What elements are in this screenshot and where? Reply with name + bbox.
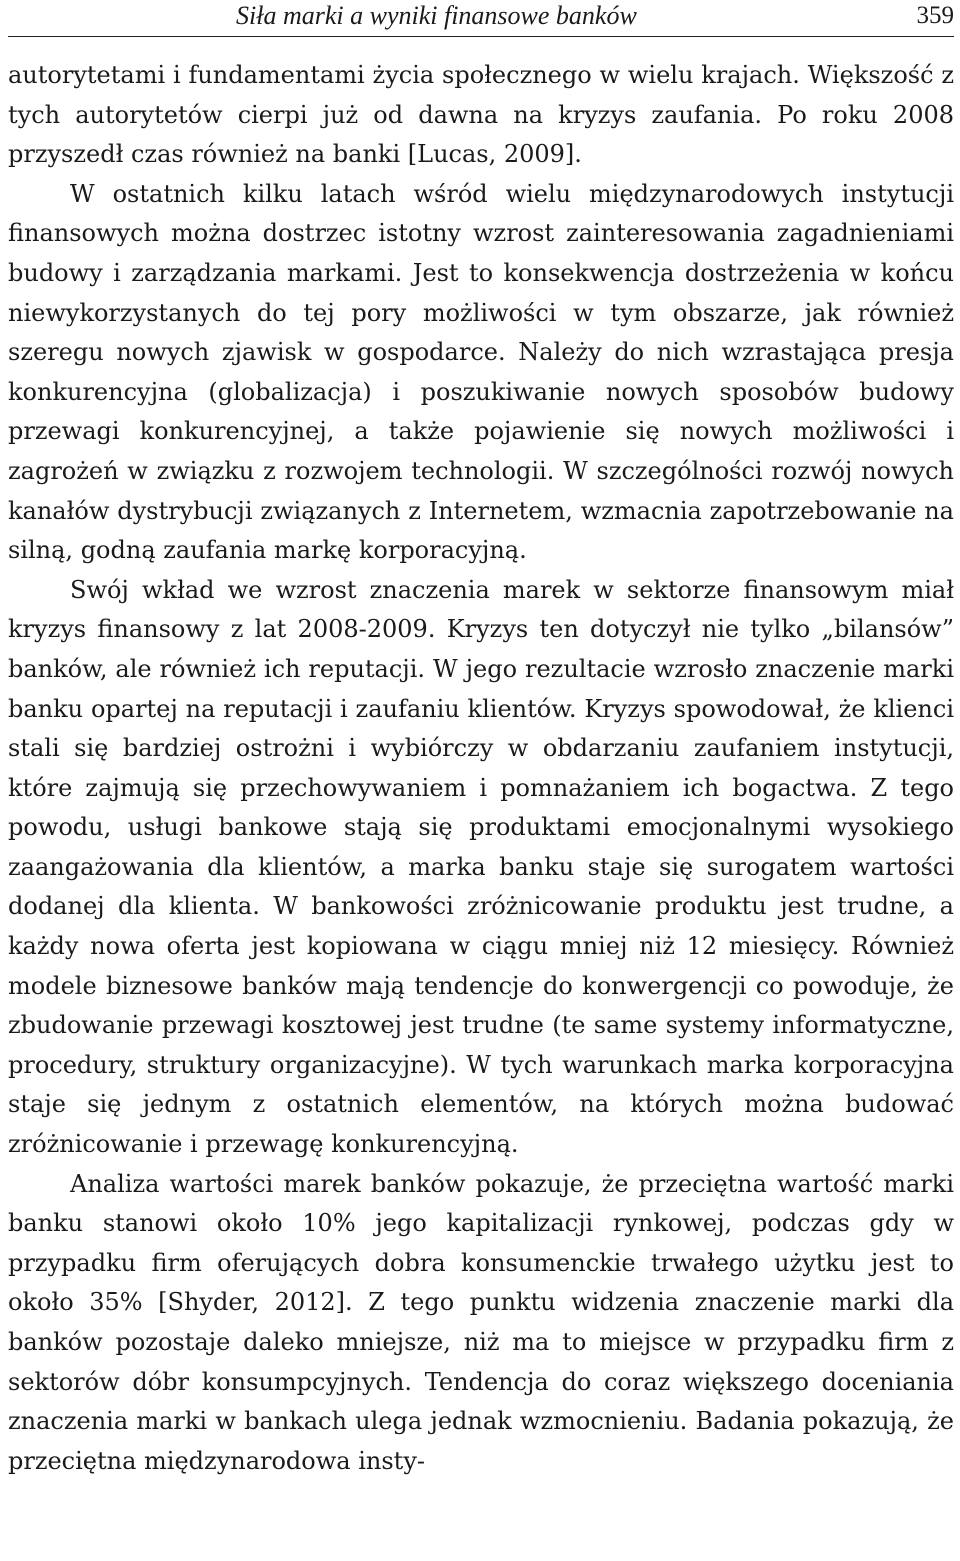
- paragraph: Swój wkład we wzrost znaczenia marek w sektorze finansowym miał kryzys finansowy z lat 2008-2009. Kryzys ten dotyczył nie tylko „bilansów” banków, ale również ich reputacji. W jego rezultacie wzrosło znaczenie marki banku opartej na reputacji i zaufaniu klientów. Kryzys spowodował, że klienci stali się bardziej ostrożni i wybiórczy w obdarzaniu zaufaniem instytucji, które zajmują się przechowywaniem i pomnażaniem ich bogactwa. Z tego powodu, usługi bankowe stają się produktami emocjonalnymi wysokiego zaangażowania dla klientów, a marka banku staje się surogatem wartości dodanej dla klienta. W bankowości zróżnicowanie produktu jest trudne, a każdy nowa oferta jest kopiowana w ciągu mniej niż 12 miesięcy. Również modele biznesowe banków mają tendencje do konwergencji co powoduje, że zbudowanie przewagi kosztowej jest trudne (te same systemy informatyczne, procedury, struktury organizacyjne). W tych warunkach marka korporacyjna staje się jednym z ostatnich elementów, na których można budować zróżnicowanie i przewagę konkurencyjną.: [8, 575, 954, 1159]
- paragraph: W ostatnich kilku latach wśród wielu międzynarodowych instytucji finansowych można dostrzec istotny wzrost zainteresowania zagadnieniami budowy i zarządzania markami. Jest to konsekwencja dostrzeżenia w końcu niewykorzystanych do tej pory możliwości w tym obszarze, jak również szeregu nowych zjawisk w gospodarce. Należy do nich wzrastająca presja konkurencyjna (globalizacja) i poszukiwanie nowych sposobów budowy przewagi konkurencyjnej, a także pojawienie się nowych możliwości i zagrożeń w związku z rozwojem technologii. W szczególności rozwój nowych kanałów dystrybucji związanych z Internetem, wzmacnia zapotrzebowanie na silną, godną zaufania markę korporacyjną.: [8, 179, 954, 565]
- paragraph-continued: autorytetami i fundamentami życia społecznego w wielu krajach. Większość z tych autorytetów cierpi już od dawna na kryzys zaufania. Po roku 2008 przyszedł czas również na banki [Lucas, 2009].: [8, 61, 954, 169]
- page-number: 359: [916, 2, 954, 29]
- paragraph: Analiza wartości marek banków pokazuje, że przeciętna wartość marki banku stanowi około 10% jego kapitalizacji rynkowej, podczas gdy w przypadku firm oferujących dobra konsumenckie trwałego użytku jest to około 35% [Shyder, 2012]. Z tego punktu widzenia znaczenie marki dla banków pozostaje daleko mniejsze, niż ma to miejsce w przypadku firm z sektorów dóbr konsumpcyjnych. Tendencja do coraz większego doceniania znaczenia marki w bankach ulega jednak wzmocnieniu. Badania pokazują, że przeciętna międzynarodowa insty-: [8, 1169, 954, 1475]
- body-text: [8, 56, 954, 1481]
- running-header: [8, 0, 954, 37]
- running-title: Siła marki a wyniki finansowe banków: [236, 1, 637, 30]
